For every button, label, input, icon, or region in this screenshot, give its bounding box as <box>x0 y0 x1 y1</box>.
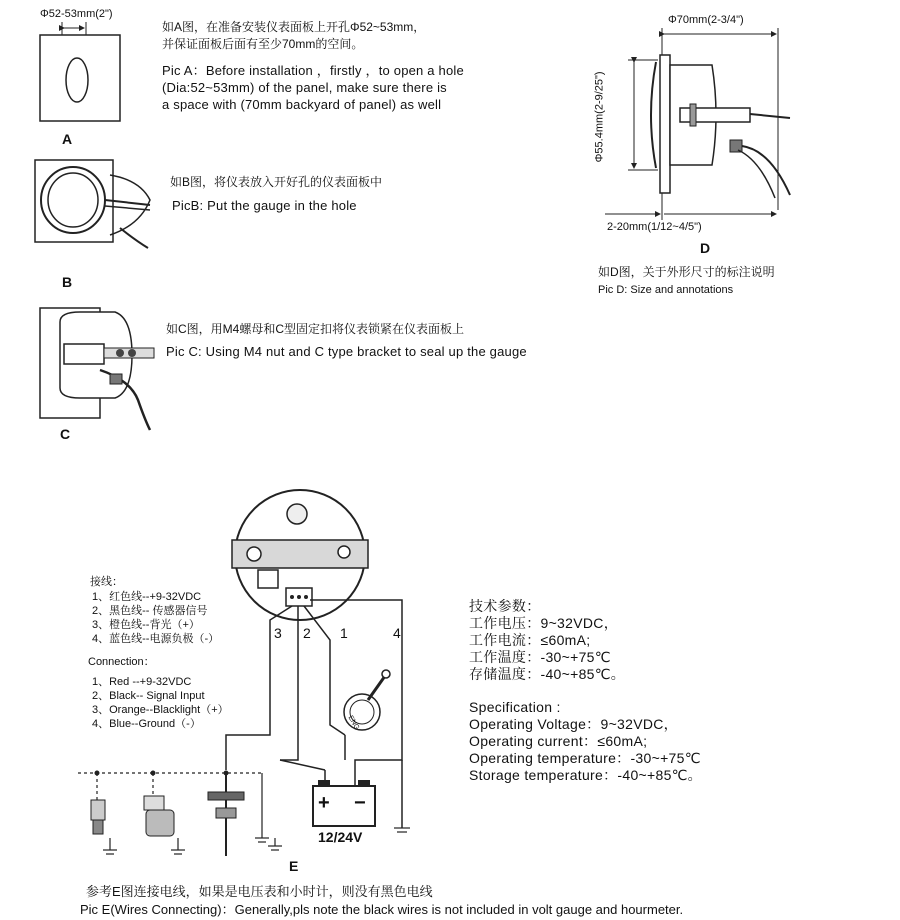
spec-cn-op-temp: 工作温度：-30~+75℃ <box>469 649 611 665</box>
spec-cn-current: 工作电流：≤60mA; <box>469 632 591 648</box>
wire-number-3: 3 <box>274 625 282 641</box>
pic-a-en-line-1: Pic A：Before installation ，firstly ，to open a hole <box>162 63 464 78</box>
pic-c-cn: 如C图，用M4螺母和C型固定扣将仪表锁紧在仪表面板上 <box>166 322 465 336</box>
pic-a-en-line-3: a space with (70mm backyard of panel) as well <box>162 97 442 112</box>
wiring-en-item-4: 4、Blue--Ground（-） <box>92 718 201 730</box>
wire-number-1: 1 <box>340 625 348 641</box>
pic-d-cn: 如D图，关于外形尺寸的标注说明 <box>598 265 775 279</box>
wiring-cn-item-3: 3、橙色线--背光（+） <box>92 619 200 631</box>
pic-a-cn-line-1: 如A图，在准备安装仪表面板上开孔Φ52~53mm， <box>162 20 426 34</box>
pic-c-label: C <box>60 426 71 442</box>
pic-c-drawing <box>40 308 154 430</box>
wiring-en-item-3: 3、Orange--Blacklight（+） <box>92 704 229 716</box>
wire-number-4: 4 <box>393 625 401 641</box>
pic-e-label: E <box>289 858 299 874</box>
wiring-cn-item-2: 2、黑色线-- 传感器信号 <box>92 605 208 617</box>
pic-d-dim-top: Φ70mm(2-3/4") <box>668 14 744 26</box>
pic-b-drawing <box>35 160 150 248</box>
pic-a-cn-line-2: 并保证面板后面有至少70mm的空间。 <box>162 37 364 51</box>
wiring-en-item-1: 1、Red --+9-32VDC <box>92 676 192 688</box>
battery-plus: + <box>318 792 330 814</box>
battery-voltage-label: 12/24V <box>318 829 363 845</box>
spec-en-op-temp: Operating temperature：-30~+75℃ <box>469 750 701 766</box>
spec-en-current: Operating current：≤60mA; <box>469 733 648 749</box>
pic-c-en: Pic C: Using M4 nut and C type bracket to seal up the gauge <box>166 344 527 359</box>
wire-number-2: 2 <box>303 625 311 641</box>
wiring-cn-item-4: 4、蓝色线--电源负极（-） <box>92 633 220 645</box>
pic-d-drawing <box>605 28 790 220</box>
wiring-cn-title: 接线： <box>90 576 123 588</box>
pic-a-label: A <box>62 131 73 147</box>
footer-cn: 参考E图连接电线，如果是电压表和小时计，则没有黑色电线 <box>86 884 433 899</box>
wiring-cn-item-1: 1、红色线--+9-32VDC <box>92 591 202 603</box>
wiring-en-title: Connection： <box>88 656 155 668</box>
spec-cn-storage-temp: 存储温度：-40~+85℃。 <box>469 666 626 682</box>
pic-b-en: PicB: Put the gauge in the hole <box>172 198 357 213</box>
ignition-switch-label: ENG <box>346 714 361 732</box>
pic-a-en-line-2: (Dia:52~53mm) of the panel, make sure there is <box>162 80 447 95</box>
battery-minus: − <box>354 792 366 814</box>
pic-b-cn: 如B图，将仪表放入开好孔的仪表面板中 <box>170 175 383 189</box>
spec-en-voltage: Operating Voltage：9~32VDC， <box>469 716 678 732</box>
spec-cn-voltage: 工作电压：9~32VDC， <box>469 615 618 631</box>
wiring-en-item-2: 2、Black-- Signal Input <box>92 690 205 702</box>
spec-cn-title: 技术参数： <box>469 598 541 614</box>
spec-en-storage-temp: Storage temperature：-40~+85℃。 <box>469 767 702 783</box>
footer-en: Pic E(Wires Connecting)：Generally,pls note the black wires is not included in volt gauge and hourmeter. <box>80 902 684 917</box>
pic-b-label: B <box>62 274 73 290</box>
pic-d-en: Pic D: Size and annotations <box>598 284 734 296</box>
pic-d-dim-left: Φ55.4mm(2-9/25") <box>593 71 606 163</box>
pic-d-dim-bottom: 2-20mm(1/12~4/5") <box>607 221 702 233</box>
pic-a-hole-dimension: Φ52-53mm(2") <box>40 8 113 20</box>
pic-d-label: D <box>700 240 711 256</box>
spec-en-title: Specification : <box>469 699 561 715</box>
pic-a-drawing <box>40 22 120 121</box>
